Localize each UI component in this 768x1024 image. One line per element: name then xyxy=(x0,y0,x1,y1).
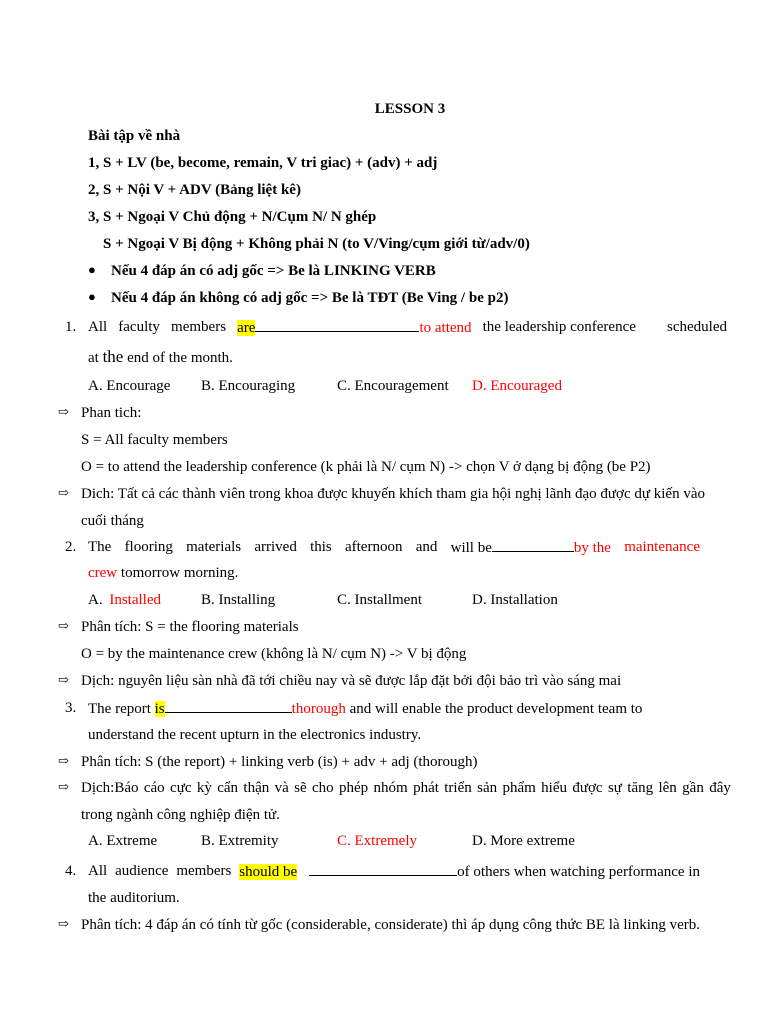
question-3-line-1 xyxy=(88,698,642,719)
question-number: 4. xyxy=(65,863,77,879)
word: gần xyxy=(682,780,704,796)
word: cẩn xyxy=(217,780,239,796)
blank-segment xyxy=(451,537,611,558)
analysis-heading: Phân tích: S (the report) + linking verb (is) + adv + adj (thorough) xyxy=(81,754,478,770)
answer-phrase: thorough xyxy=(291,701,346,717)
word: được xyxy=(572,780,603,796)
arrow-icon: ⇨ xyxy=(58,779,69,794)
arrow-icon: ⇨ xyxy=(58,404,69,419)
analysis-heading: Phân tích: S = the flooring materials xyxy=(81,619,299,635)
blank-segment xyxy=(239,861,700,882)
word: flooring xyxy=(124,539,173,555)
option-b: B. Encouraging xyxy=(201,378,296,394)
question-number: 3. xyxy=(65,700,77,716)
word: Dịch:Báo xyxy=(81,780,139,796)
answer-blank xyxy=(255,317,419,332)
answer-phrase: by the xyxy=(573,540,611,556)
word: faculty xyxy=(118,319,160,335)
phrase: of others when watching performance in xyxy=(457,864,700,880)
word: scheduled xyxy=(667,319,727,335)
homework-heading: Bài tập về nhà xyxy=(88,128,181,144)
word: will xyxy=(450,540,474,556)
word: cáo xyxy=(143,780,165,796)
option-d: D. More extreme xyxy=(472,833,575,849)
word: members xyxy=(176,863,232,879)
option-c: C. Encouragement xyxy=(337,378,449,394)
bullet-icon: ● xyxy=(88,262,96,277)
phrase: end of the month. xyxy=(127,350,233,366)
translation: Dịch: nguyên liệu sàn nhà đã tới chiều nay và sẽ được lắp đặt bởi đội bảo trì vào sáng mai xyxy=(81,673,622,689)
word: at xyxy=(88,350,99,366)
word: materials xyxy=(186,539,242,555)
page-title: LESSON 3 xyxy=(374,101,446,117)
phrase: and will enable the product development team to xyxy=(349,701,643,717)
word: sự xyxy=(607,780,622,796)
answer-phrase: crew xyxy=(88,565,118,581)
option-a: A. Extreme xyxy=(88,833,158,849)
question-1-line-2 xyxy=(88,347,233,368)
question-number: 1. xyxy=(65,319,77,335)
bullet-icon: ● xyxy=(88,289,96,304)
answer-blank xyxy=(492,537,574,552)
analysis-object: O = by the maintenance crew (không là N/ cụm N) -> V bị động xyxy=(81,646,467,662)
question-4-line-1 xyxy=(88,861,700,882)
question-2-line-2 xyxy=(88,563,238,583)
analysis-heading: Phan tich: xyxy=(81,405,142,421)
word: phẩm xyxy=(502,780,536,796)
rule-2: 2, S + Nội V + ADV (Bảng liệt kê) xyxy=(88,182,301,198)
word: triển xyxy=(444,780,472,796)
translation-cont: cuối tháng xyxy=(81,513,144,529)
word: The xyxy=(88,539,112,555)
highlighted-verb: should be xyxy=(239,864,298,880)
analysis-subject: S = All faculty members xyxy=(81,432,228,448)
word: audience xyxy=(115,863,169,879)
option-c-correct: C. Extremely xyxy=(337,833,417,849)
word: phép xyxy=(339,780,369,796)
answer-phrase: to attend xyxy=(419,320,472,336)
word: cho xyxy=(311,780,334,796)
word: nhóm xyxy=(373,780,408,796)
option-a xyxy=(88,590,161,610)
word: be xyxy=(477,540,492,556)
word: lên xyxy=(658,780,677,796)
arrow-icon: ⇨ xyxy=(58,672,69,687)
highlighted-verb: are xyxy=(237,320,256,336)
question-4-line-2: the auditorium. xyxy=(88,890,180,906)
arrow-icon: ⇨ xyxy=(58,753,69,768)
question-3-line-2: understand the recent upturn in the electronics industry. xyxy=(88,727,422,743)
word: phát xyxy=(413,780,439,796)
option-d: D. Installation xyxy=(472,592,558,608)
arrow-icon: ⇨ xyxy=(58,485,69,500)
option-d-correct: D. Encouraged xyxy=(472,378,562,394)
translation xyxy=(81,778,731,798)
word: sản xyxy=(477,780,498,796)
bullet-2: Nếu 4 đáp án không có adj gốc => Be là TĐT (Be Ving / be p2) xyxy=(111,290,509,306)
question-1-line-1 xyxy=(88,317,727,338)
arrow-icon: ⇨ xyxy=(58,618,69,633)
word: this xyxy=(310,539,332,555)
option-a-correct: Installed xyxy=(109,592,161,608)
option-letter: A. xyxy=(88,592,103,608)
rule-1: 1, S + LV (be, become, remain, V tri giac) + (adv) + adj xyxy=(88,155,438,171)
analysis-object: O = to attend the leadership conference (k phải là N/ cụm N) -> chọn V ở dạng bị động (be P2) xyxy=(81,459,651,475)
option-a: A. Encourage xyxy=(88,378,171,394)
option-b: B. Installing xyxy=(201,592,276,608)
blank-segment xyxy=(237,317,471,338)
translation: Dich: Tất cả các thành viên trong khoa được khuyến khích tham gia hội nghị lãnh đạo được dự kiến vào xyxy=(81,486,705,502)
answer-phrase: maintenance xyxy=(624,539,700,555)
rule-3: 3, S + Ngoại V Chủ động + N/Cụm N/ N ghép xyxy=(88,209,377,225)
question-2-line-1 xyxy=(88,537,700,558)
rule-3b: S + Ngoại V Bị động + Không phải N (to V/Ving/cụm giới từ/adv/0) xyxy=(103,236,530,252)
word: members xyxy=(171,319,227,335)
question-number: 2. xyxy=(65,539,77,555)
word: arrived xyxy=(254,539,297,555)
word: và xyxy=(274,780,289,796)
word: the xyxy=(102,347,124,366)
phrase: The report xyxy=(88,701,151,717)
word: đây xyxy=(709,780,731,796)
option-b: B. Extremity xyxy=(201,833,279,849)
word: sẽ xyxy=(294,780,307,796)
word: kỳ xyxy=(196,780,212,796)
phrase: the leadership conference xyxy=(482,319,636,335)
option-c: C. Installment xyxy=(337,592,422,608)
arrow-icon: ⇨ xyxy=(58,916,69,931)
word: hiểu xyxy=(541,780,567,796)
word: All xyxy=(88,863,108,879)
answer-blank xyxy=(309,861,457,876)
phrase: tomorrow morning. xyxy=(120,565,239,581)
word: and xyxy=(415,539,438,555)
answer-blank xyxy=(165,698,292,713)
word: afternoon xyxy=(344,539,403,555)
word: All xyxy=(88,319,108,335)
word: tăng xyxy=(627,780,654,796)
word: cực xyxy=(170,780,192,796)
analysis-heading: Phân tích: 4 đáp án có tính từ gốc (considerable, considerate) thì áp dụng công thức BE là linking verb. xyxy=(81,917,701,933)
translation-cont: trong ngành công nghiệp điện tử. xyxy=(81,807,280,823)
highlighted-verb: is xyxy=(154,701,165,717)
bullet-1: Nếu 4 đáp án có adj gốc => Be là LINKING VERB xyxy=(111,263,436,279)
word: thận xyxy=(243,780,270,796)
